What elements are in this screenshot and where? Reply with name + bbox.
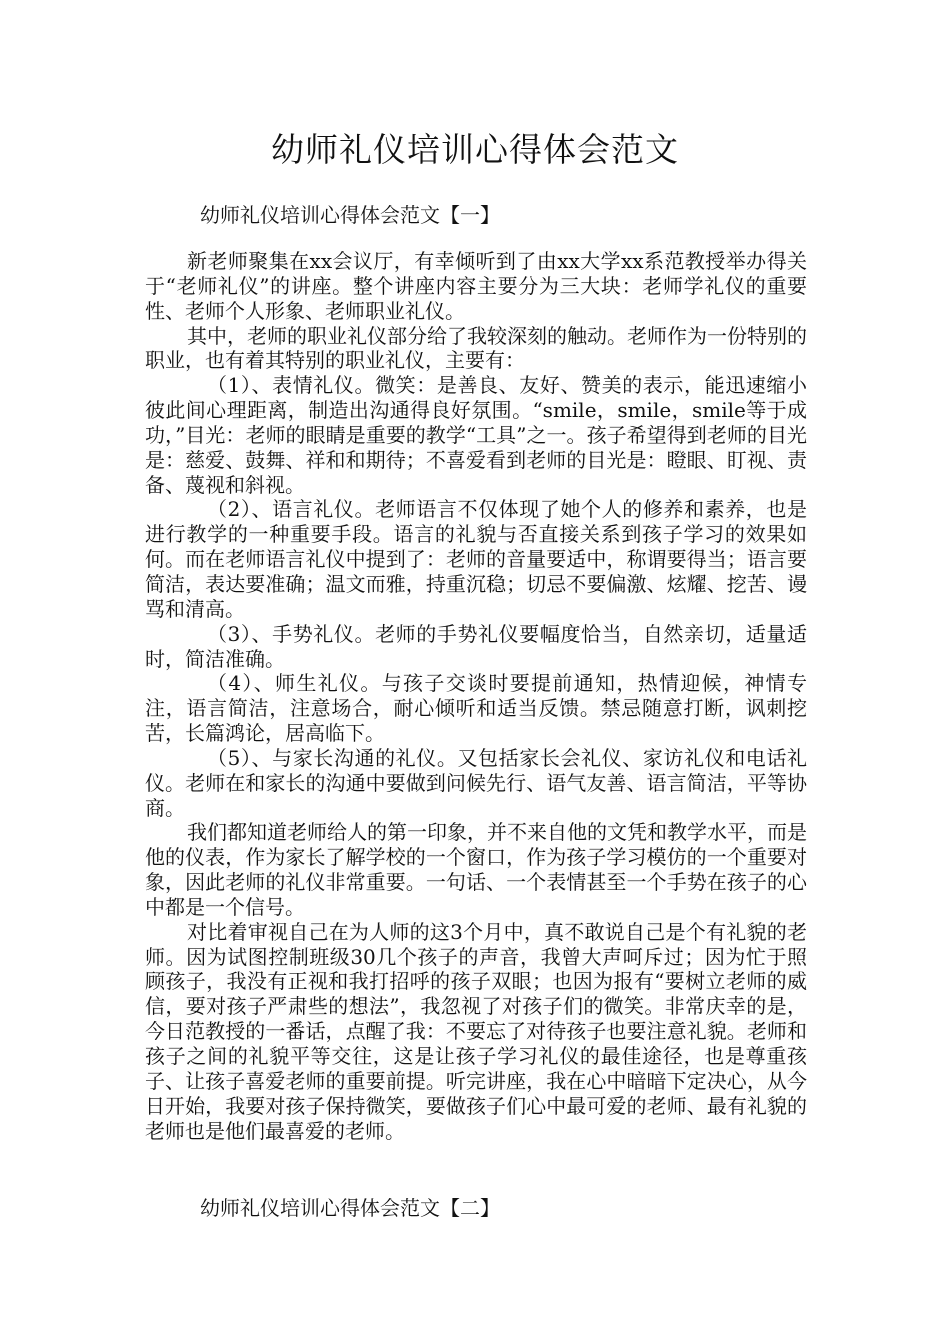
document-title: 幼师礼仪培训心得体会范文: [271, 130, 679, 169]
paragraph-language-etiquette: （2）、语言礼仪。老师语言不仅体现了她个人的修养和素养，也是进行教学的一种重要手段。语言的礼貌与否直接关系到孩子学习的效果如何。而在老师语言礼仪中提到了：老师的音量要适中，称谓要得当；语言要简洁，表达要准确；温文而雅，持重沉稳；切忌不要偏激、炫耀、挖苦、谩骂和清高。: [145, 497, 807, 621]
paragraph-expression-etiquette: （1）、表情礼仪。微笑：是善良、友好、赞美的表示，能迅速缩小彼此间心理距离，制造出沟通得良好氛围。“smile，smile，smile等于成功，”目光：老师的眼睛是重要的教学“工具”之一。孩子希望得到老师的目光是：慈爱、鼓舞、祥和和期待；不喜爱看到老师的目光是：瞪眼、盯视、责备、蔑视和斜视。: [145, 373, 807, 497]
section-heading-1: 幼师礼仪培训心得体会范文【一】: [200, 203, 500, 227]
document-body: [145, 249, 807, 1143]
paragraph-intro: 新老师聚集在xx会议厅，有幸倾听到了由xx大学xx系范教授举办得关于“老师礼仪”的讲座。整个讲座内容主要分为三大块：老师学礼仪的重要性、老师个人形象、老师职业礼仪。: [145, 249, 807, 323]
paragraph-reflection: 对比着审视自己在为人师的这3个月中，真不敢说自己是个有礼貌的老师。因为试图控制班级30几个孩子的声音，我曾大声呵斥过；因为忙于照顾孩子，我没有正视和我打招呼的孩子双眼；也因为报有“要树立老师的威信，要对孩子严肃些的想法”，我忽视了对孩子们的微笑。非常庆幸的是，今日范教授的一番话，点醒了我：不要忘了对待孩子也要注意礼貌。老师和孩子之间的礼貌平等交往，这是让孩子学习礼仪的最佳途径，也是尊重孩子、让孩子喜爱老师的重要前提。听完讲座，我在心中暗暗下定决心，从今日开始，我要对孩子保持微笑，要做孩子们心中最可爱的老师、最有礼貌的老师也是他们最喜爱的老师。: [145, 919, 807, 1143]
section-heading-2: 幼师礼仪培训心得体会范文【二】: [200, 1196, 500, 1220]
paragraph-teacher-student-etiquette: （4）、师生礼仪。与孩子交谈时要提前通知，热情迎候，神情专注，语言简洁，注意场合，耐心倾听和适当反馈。禁忌随意打断，讽刺挖苦，长篇鸿论，居高临下。: [145, 671, 807, 746]
paragraph-etiquette-overview: 其中，老师的职业礼仪部分给了我较深刻的触动。老师作为一份特别的职业，也有着其特别的职业礼仪，主要有：: [145, 323, 807, 373]
paragraph-first-impression: 我们都知道老师给人的第一印象，并不来自他的文凭和教学水平，而是他的仪表，作为家长了解学校的一个窗口，作为孩子学习模仿的一个重要对象，因此老师的礼仪非常重要。一句话、一个表情甚至一个手势在孩子的心中都是一个信号。: [145, 820, 807, 919]
paragraph-parent-communication-etiquette: （5）、与家长沟通的礼仪。又包括家长会礼仪、家访礼仪和电话礼仪。老师在和家长的沟通中要做到问候先行、语气友善、语言简洁，平等协商。: [145, 745, 807, 820]
paragraph-gesture-etiquette: （3）、手势礼仪。老师的手势礼仪要幅度恰当，自然亲切，适量适时，简洁准确。: [145, 621, 807, 671]
